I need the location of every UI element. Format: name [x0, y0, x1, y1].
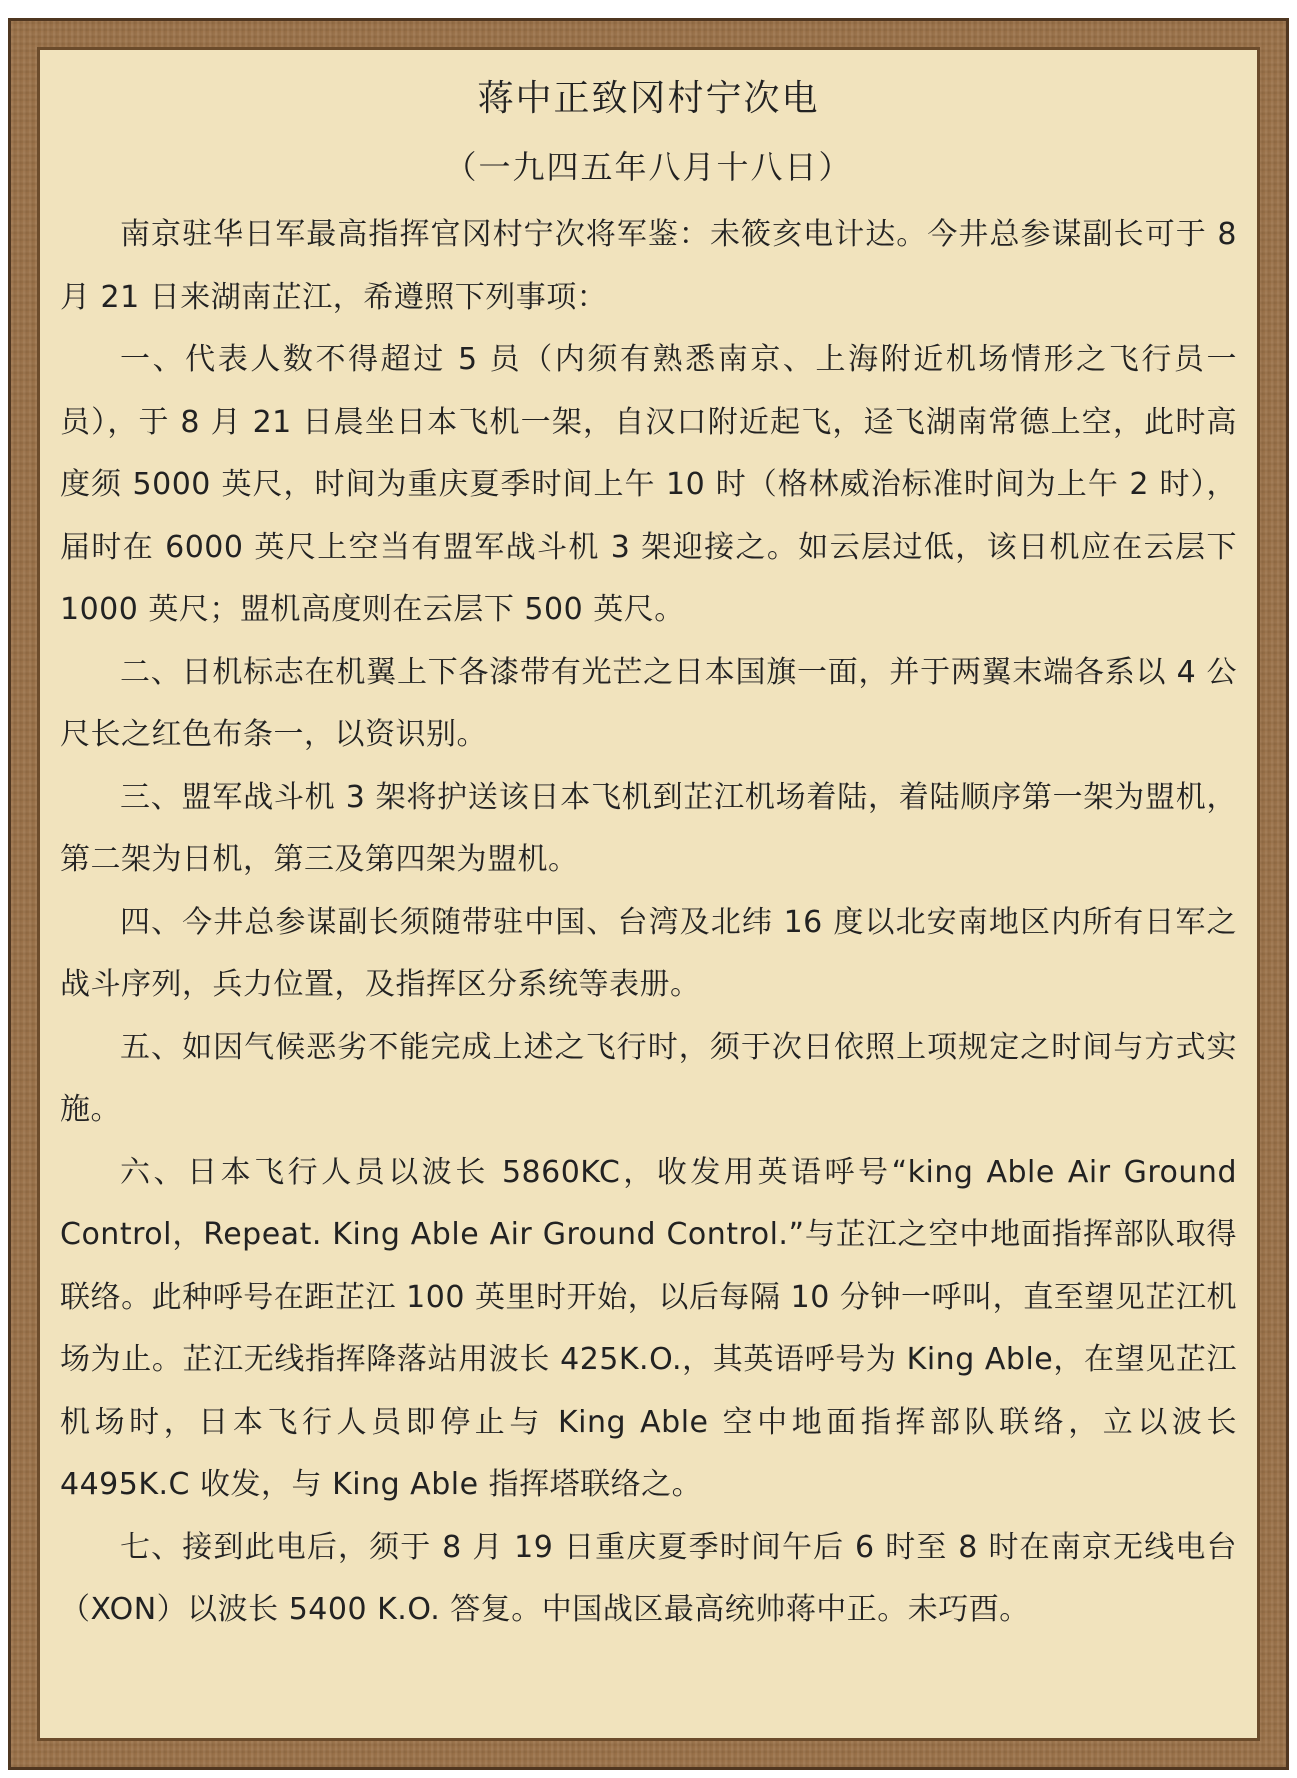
document-date: （一九四五年八月十八日） — [444, 148, 853, 186]
paragraph-item-1: 一、代表人数不得超过 5 员（内须有熟悉南京、上海附近机场情形之飞行员一员），于 8 月 21 日晨坐日本飞机一架，自汉口附近起飞，迳飞湖南常德上空，此时高度须 5000 英尺，时间为重庆夏季时间上午 10 时（格林威治标准时间为上午 2 时），届时在 6000 英尺上空当有盟军战斗机 3 架迎接之。如云层过低，该日机应在云层下 1000 英尺；盟机高度则在云层下 500 英尺。 — [60, 342, 1237, 627]
document-body — [60, 64, 1237, 1642]
paper-sheet — [37, 47, 1260, 1741]
paragraph-item-7: 七、接到此电后，须于 8 月 19 日重庆夏季时间午后 6 时至 8 时在南京无线电台（XON）以波长 5400 K.O. 答复。中国战区最高统帅蒋中正。未巧酉。 — [60, 1529, 1237, 1627]
document-title: 蒋中正致冈村宁次电 — [477, 78, 820, 119]
paragraph-item-4: 四、今井总参谋副长须随带驻中国、台湾及北纬 16 度以北安南地区内所有日军之战斗序列，兵力位置，及指挥区分系统等表册。 — [60, 904, 1237, 1002]
paragraph-item-2: 二、日机标志在机翼上下各漆带有光芒之日本国旗一面，并于两翼末端各系以 4 公尺长之红色布条一，以资识别。 — [60, 654, 1237, 752]
paragraph-item-3: 三、盟军战斗机 3 架将护送该日本飞机到芷江机场着陆，着陆顺序第一架为盟机，第二架为日机，第三及第四架为盟机。 — [60, 779, 1237, 877]
wooden-frame — [8, 18, 1289, 1770]
paragraph-item-6: 六、日本飞行人员以波长 5860KC，收发用英语呼号“king Able Air Ground Control，Repeat. King Able Air Ground Control.”与芷江之空中地面指挥部队取得联络。此种呼号在距芷江 100 英里时开始，以后每隔 10 分钟一呼叫，直至望见芷江机场为止。芷江无线指挥降落站用波长 425K.O.，其英语呼号为 King Able，在望见芷江机场时，日本飞行人员即停止与 King Able 空中地面指挥部队联络，立以波长 4495K.C 收发，与 King Able 指挥塔联络之。 — [60, 1154, 1237, 1502]
paragraph-salutation: 南京驻华日军最高指挥官冈村宁次将军鉴：未筱亥电计达。今井总参谋副长可于 8 月 21 日来湖南芷江，希遵照下列事项： — [60, 217, 1237, 315]
paragraph-item-5: 五、如因气候恶劣不能完成上述之飞行时，须于次日依照上项规定之时间与方式实施。 — [60, 1029, 1237, 1127]
